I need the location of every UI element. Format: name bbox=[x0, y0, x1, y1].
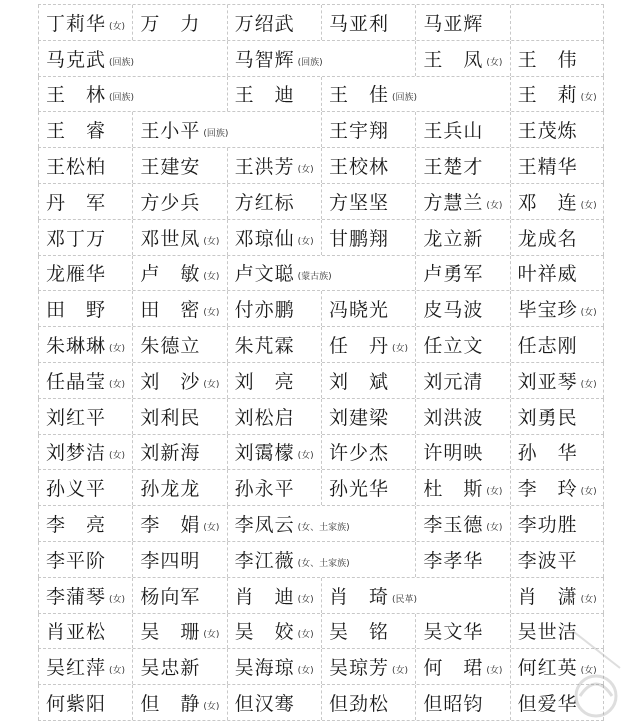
person-note: (女) bbox=[297, 666, 314, 677]
person-name: 王 伟 bbox=[517, 48, 578, 71]
person-name: 王 莉 bbox=[517, 84, 578, 107]
person-name: 马智辉 bbox=[234, 48, 295, 71]
name-cell bbox=[132, 470, 226, 505]
name-cell bbox=[227, 327, 321, 362]
name-cell bbox=[132, 685, 226, 720]
person-note: (女) bbox=[203, 236, 220, 247]
table-row bbox=[38, 256, 604, 292]
person-name: 田 密 bbox=[140, 299, 201, 322]
person-note: (回族) bbox=[109, 57, 135, 68]
person-name: 方红标 bbox=[234, 191, 295, 214]
person-name: 王宇翔 bbox=[329, 120, 390, 143]
name-cell bbox=[132, 649, 226, 684]
person-name: 任晶莹 bbox=[46, 370, 107, 393]
name-cell bbox=[321, 399, 415, 434]
person-name: 王洪芳 bbox=[234, 156, 295, 179]
table-row bbox=[38, 363, 604, 399]
table-row bbox=[38, 220, 604, 256]
person-note: (女) bbox=[580, 594, 597, 605]
person-name: 万 力 bbox=[140, 12, 201, 35]
table-row bbox=[38, 649, 604, 685]
person-note: (女) bbox=[203, 702, 220, 713]
table-row bbox=[38, 184, 604, 220]
name-cell bbox=[227, 614, 321, 649]
name-cell bbox=[38, 291, 132, 326]
person-note: (女) bbox=[580, 666, 597, 677]
person-name: 毕宝珍 bbox=[517, 299, 578, 322]
name-cell bbox=[415, 41, 509, 76]
name-cell bbox=[321, 291, 415, 326]
person-name: 刘红平 bbox=[46, 406, 107, 429]
name-cell bbox=[510, 220, 604, 255]
name-cell bbox=[415, 327, 509, 362]
table-row bbox=[38, 41, 604, 77]
name-cell bbox=[227, 578, 321, 613]
table-row bbox=[38, 506, 604, 542]
name-cell bbox=[415, 184, 509, 219]
person-name: 刘元清 bbox=[423, 370, 484, 393]
person-name: 吴世洁 bbox=[517, 621, 578, 644]
person-name: 王 林 bbox=[46, 84, 107, 107]
person-name: 吴 铭 bbox=[329, 621, 390, 644]
name-cell bbox=[415, 148, 509, 183]
person-name: 龙立新 bbox=[423, 227, 484, 250]
person-name: 王楚才 bbox=[423, 156, 484, 179]
person-name: 吴红萍 bbox=[46, 657, 107, 680]
person-name: 朱德立 bbox=[140, 335, 201, 358]
person-note: (女、土家族) bbox=[297, 523, 350, 534]
name-cell bbox=[227, 184, 321, 219]
person-name: 刘勇民 bbox=[517, 406, 578, 429]
person-name: 杜 斯 bbox=[423, 478, 484, 501]
name-cell bbox=[415, 506, 509, 541]
person-name: 肖亚松 bbox=[46, 621, 107, 644]
person-name: 刘霭檬 bbox=[234, 442, 295, 465]
person-name: 但昭钧 bbox=[423, 693, 484, 716]
person-name: 孙永平 bbox=[234, 478, 295, 501]
person-name: 肖 迪 bbox=[234, 585, 295, 608]
person-note: (女) bbox=[109, 451, 126, 462]
person-name: 邓丁万 bbox=[46, 227, 107, 250]
name-cell bbox=[510, 112, 604, 147]
name-cell bbox=[132, 363, 226, 398]
name-cell bbox=[510, 614, 604, 649]
person-note: (女) bbox=[486, 487, 503, 498]
name-cell bbox=[321, 435, 415, 470]
person-name: 李玉德 bbox=[423, 514, 484, 537]
person-name: 李四明 bbox=[140, 549, 201, 572]
person-name: 王精华 bbox=[517, 156, 578, 179]
name-cell bbox=[227, 148, 321, 183]
name-cell bbox=[510, 542, 604, 577]
person-name: 任志刚 bbox=[517, 335, 578, 358]
person-name: 孙 华 bbox=[517, 442, 578, 465]
name-cell bbox=[510, 256, 604, 291]
person-name: 吴文华 bbox=[423, 621, 484, 644]
person-name: 李平阶 bbox=[46, 549, 107, 572]
person-note: (女) bbox=[580, 93, 597, 104]
person-name: 甘鹏翔 bbox=[329, 227, 390, 250]
name-cell bbox=[38, 470, 132, 505]
person-note: (女) bbox=[297, 630, 314, 641]
person-name: 刘新海 bbox=[140, 442, 201, 465]
person-name: 孙义平 bbox=[46, 478, 107, 501]
name-cell bbox=[510, 363, 604, 398]
name-cell bbox=[321, 649, 415, 684]
person-name: 卢勇军 bbox=[423, 263, 484, 286]
person-name: 许少杰 bbox=[329, 442, 390, 465]
person-note: (女) bbox=[203, 630, 220, 641]
person-name: 李蒲琴 bbox=[46, 585, 107, 608]
name-cell bbox=[38, 435, 132, 470]
person-name: 邓琼仙 bbox=[234, 227, 295, 250]
person-name: 李江薇 bbox=[234, 549, 295, 572]
person-note: (女) bbox=[109, 594, 126, 605]
name-cell bbox=[132, 578, 226, 613]
person-name: 刘梦洁 bbox=[46, 442, 107, 465]
person-note: (女) bbox=[580, 308, 597, 319]
name-cell bbox=[227, 41, 416, 76]
person-note: (女) bbox=[109, 344, 126, 355]
person-name: 但汉骞 bbox=[234, 693, 295, 716]
person-note: (女) bbox=[109, 379, 126, 390]
name-cell bbox=[227, 256, 416, 291]
person-name: 任 丹 bbox=[329, 335, 390, 358]
person-note: (民革) bbox=[392, 594, 418, 605]
name-cell bbox=[227, 291, 321, 326]
table-row bbox=[38, 685, 604, 721]
person-name: 马亚利 bbox=[329, 12, 390, 35]
table-row bbox=[38, 542, 604, 578]
person-name: 刘建梁 bbox=[329, 406, 390, 429]
person-name: 杨向军 bbox=[140, 585, 201, 608]
person-name: 王 睿 bbox=[46, 120, 107, 143]
person-name: 刘洪波 bbox=[423, 406, 484, 429]
person-name: 卢文聪 bbox=[234, 263, 295, 286]
name-cell bbox=[38, 327, 132, 362]
name-cell bbox=[38, 220, 132, 255]
person-name: 刘 斌 bbox=[329, 370, 390, 393]
name-cell bbox=[510, 5, 604, 40]
person-name: 任立文 bbox=[423, 335, 484, 358]
person-note: (女) bbox=[486, 200, 503, 211]
person-name: 叶祥威 bbox=[517, 263, 578, 286]
person-name: 卢 敏 bbox=[140, 263, 201, 286]
name-cell bbox=[227, 399, 321, 434]
name-cell bbox=[321, 184, 415, 219]
person-name: 王建安 bbox=[140, 156, 201, 179]
name-cell bbox=[38, 148, 132, 183]
name-cell bbox=[38, 399, 132, 434]
person-note: (女) bbox=[392, 666, 409, 677]
name-cell bbox=[510, 435, 604, 470]
name-cell bbox=[38, 41, 227, 76]
name-cell bbox=[227, 363, 321, 398]
person-note: (蒙古族) bbox=[297, 272, 332, 283]
table-row bbox=[38, 399, 604, 435]
name-cell bbox=[321, 77, 510, 112]
name-cell bbox=[415, 291, 509, 326]
table-row bbox=[38, 77, 604, 113]
name-cell bbox=[510, 77, 604, 112]
name-cell bbox=[38, 184, 132, 219]
table-row bbox=[38, 470, 604, 506]
name-cell bbox=[415, 542, 509, 577]
person-name: 李 娟 bbox=[140, 514, 201, 537]
person-name: 朱芃霖 bbox=[234, 335, 295, 358]
person-name: 王 凤 bbox=[423, 48, 484, 71]
name-cell bbox=[415, 614, 509, 649]
person-name: 何紫阳 bbox=[46, 693, 107, 716]
name-cell bbox=[227, 77, 321, 112]
person-name: 但爱华 bbox=[517, 693, 578, 716]
name-cell bbox=[321, 148, 415, 183]
table-row bbox=[38, 614, 604, 650]
table-row bbox=[38, 578, 604, 614]
person-note: (女) bbox=[580, 379, 597, 390]
person-name: 邓 连 bbox=[517, 191, 578, 214]
person-note: (女) bbox=[203, 379, 220, 390]
name-cell bbox=[132, 256, 226, 291]
person-note: (女、土家族) bbox=[297, 558, 350, 569]
name-cell bbox=[38, 578, 132, 613]
name-cell bbox=[38, 77, 227, 112]
name-cell bbox=[415, 220, 509, 255]
person-name: 刘松启 bbox=[234, 406, 295, 429]
name-cell bbox=[227, 435, 321, 470]
name-cell bbox=[415, 685, 509, 720]
person-name: 吴海琼 bbox=[234, 657, 295, 680]
table-row bbox=[38, 148, 604, 184]
name-cell bbox=[132, 184, 226, 219]
name-cell bbox=[38, 685, 132, 720]
name-cell bbox=[415, 435, 509, 470]
table-row bbox=[38, 327, 604, 363]
person-note: (女) bbox=[580, 487, 597, 498]
person-name: 孙龙龙 bbox=[140, 478, 201, 501]
name-cell bbox=[227, 220, 321, 255]
name-cell bbox=[415, 399, 509, 434]
name-cell bbox=[132, 327, 226, 362]
person-note: (女) bbox=[580, 200, 597, 211]
person-name: 皮马波 bbox=[423, 299, 484, 322]
name-cell bbox=[132, 148, 226, 183]
name-cell bbox=[38, 506, 132, 541]
person-note: (女) bbox=[203, 523, 220, 534]
person-name: 许明映 bbox=[423, 442, 484, 465]
name-cell bbox=[227, 685, 321, 720]
name-cell bbox=[38, 363, 132, 398]
person-note: (回族) bbox=[297, 57, 323, 68]
person-note: (女) bbox=[297, 451, 314, 462]
person-note: (女) bbox=[486, 666, 503, 677]
person-name: 李波平 bbox=[517, 549, 578, 572]
person-note: (女) bbox=[297, 165, 314, 176]
name-cell bbox=[510, 578, 604, 613]
name-cell bbox=[132, 506, 226, 541]
name-cell bbox=[415, 5, 509, 40]
name-cell bbox=[321, 614, 415, 649]
person-note: (女) bbox=[486, 523, 503, 534]
person-name: 丹 军 bbox=[46, 191, 107, 214]
person-name: 方少兵 bbox=[140, 191, 201, 214]
person-name: 万绍武 bbox=[234, 12, 295, 35]
table-row bbox=[38, 435, 604, 471]
person-note: (女) bbox=[203, 272, 220, 283]
name-cell bbox=[321, 363, 415, 398]
person-name: 但 静 bbox=[140, 693, 201, 716]
name-cell bbox=[510, 506, 604, 541]
name-cell bbox=[415, 649, 509, 684]
person-note: (女) bbox=[109, 666, 126, 677]
person-name: 李 玲 bbox=[517, 478, 578, 501]
person-name: 丁莉华 bbox=[46, 12, 107, 35]
name-cell bbox=[227, 470, 321, 505]
person-name: 吴 珊 bbox=[140, 621, 201, 644]
name-cell bbox=[321, 470, 415, 505]
name-cell bbox=[415, 256, 509, 291]
name-cell bbox=[321, 5, 415, 40]
person-name: 刘 沙 bbox=[140, 370, 201, 393]
name-cell bbox=[132, 112, 321, 147]
name-cell bbox=[510, 184, 604, 219]
person-name: 王 迪 bbox=[234, 84, 295, 107]
person-note: (女) bbox=[297, 236, 314, 247]
person-note: (女) bbox=[109, 21, 126, 32]
name-cell bbox=[321, 685, 415, 720]
name-cell bbox=[132, 435, 226, 470]
name-cell bbox=[321, 220, 415, 255]
name-cell bbox=[227, 5, 321, 40]
name-cell bbox=[415, 470, 509, 505]
name-cell bbox=[510, 685, 604, 720]
name-cell bbox=[227, 506, 416, 541]
person-name: 刘 亮 bbox=[234, 370, 295, 393]
name-cell bbox=[510, 327, 604, 362]
person-name: 付亦鹏 bbox=[234, 299, 295, 322]
person-name: 肖 潇 bbox=[517, 585, 578, 608]
name-cell bbox=[227, 542, 416, 577]
person-name: 朱琳琳 bbox=[46, 335, 107, 358]
person-name: 刘亚琴 bbox=[517, 370, 578, 393]
person-name: 肖 琦 bbox=[329, 585, 390, 608]
name-cell bbox=[510, 41, 604, 76]
name-cell bbox=[38, 112, 132, 147]
person-note: (女) bbox=[486, 57, 503, 68]
person-name: 王校林 bbox=[329, 156, 390, 179]
person-note: (回族) bbox=[109, 93, 135, 104]
name-cell bbox=[38, 542, 132, 577]
name-cell bbox=[321, 327, 415, 362]
person-name: 王茂炼 bbox=[517, 120, 578, 143]
name-cell bbox=[227, 649, 321, 684]
name-cell bbox=[510, 148, 604, 183]
person-name: 田 野 bbox=[46, 299, 107, 322]
name-cell bbox=[38, 649, 132, 684]
person-name: 王小平 bbox=[140, 120, 201, 143]
name-cell bbox=[321, 578, 510, 613]
person-name: 何红英 bbox=[517, 657, 578, 680]
person-name: 李孝华 bbox=[423, 549, 484, 572]
person-name: 吴忠新 bbox=[140, 657, 201, 680]
person-name: 方坚坚 bbox=[329, 191, 390, 214]
person-name: 马亚辉 bbox=[423, 12, 484, 35]
person-name: 李凤云 bbox=[234, 514, 295, 537]
name-cell bbox=[132, 614, 226, 649]
name-cell bbox=[132, 542, 226, 577]
person-name: 龙雁华 bbox=[46, 263, 107, 286]
name-cell bbox=[132, 399, 226, 434]
person-name: 何 珺 bbox=[423, 657, 484, 680]
person-name: 李功胜 bbox=[517, 514, 578, 537]
name-cell bbox=[415, 112, 509, 147]
person-name: 冯晓光 bbox=[329, 299, 390, 322]
name-cell bbox=[38, 5, 132, 40]
person-name: 但劲松 bbox=[329, 693, 390, 716]
person-name: 刘利民 bbox=[140, 406, 201, 429]
name-cell bbox=[132, 5, 226, 40]
name-cell bbox=[132, 291, 226, 326]
name-cell bbox=[510, 399, 604, 434]
table-row bbox=[38, 112, 604, 148]
person-name: 龙成名 bbox=[517, 227, 578, 250]
name-cell bbox=[38, 614, 132, 649]
person-name: 李 亮 bbox=[46, 514, 107, 537]
person-name: 王 佳 bbox=[329, 84, 390, 107]
table-row bbox=[38, 291, 604, 327]
name-cell bbox=[415, 363, 509, 398]
person-name: 方慧兰 bbox=[423, 191, 484, 214]
name-cell bbox=[38, 256, 132, 291]
person-name: 王松柏 bbox=[46, 156, 107, 179]
person-name: 马克武 bbox=[46, 48, 107, 71]
person-name: 孙光华 bbox=[329, 478, 390, 501]
person-name: 王兵山 bbox=[423, 120, 484, 143]
person-note: (回族) bbox=[392, 93, 418, 104]
table-row bbox=[38, 5, 604, 41]
person-note: (回族) bbox=[203, 129, 229, 140]
name-cell bbox=[510, 470, 604, 505]
name-cell bbox=[510, 291, 604, 326]
name-cell bbox=[321, 112, 415, 147]
person-name: 吴 姣 bbox=[234, 621, 295, 644]
name-cell bbox=[132, 220, 226, 255]
person-name: 吴琼芳 bbox=[329, 657, 390, 680]
name-list-table bbox=[38, 4, 604, 721]
person-note: (女) bbox=[203, 308, 220, 319]
person-note: (女) bbox=[392, 344, 409, 355]
person-note: (女) bbox=[297, 594, 314, 605]
name-cell bbox=[510, 649, 604, 684]
person-name: 邓世凤 bbox=[140, 227, 201, 250]
